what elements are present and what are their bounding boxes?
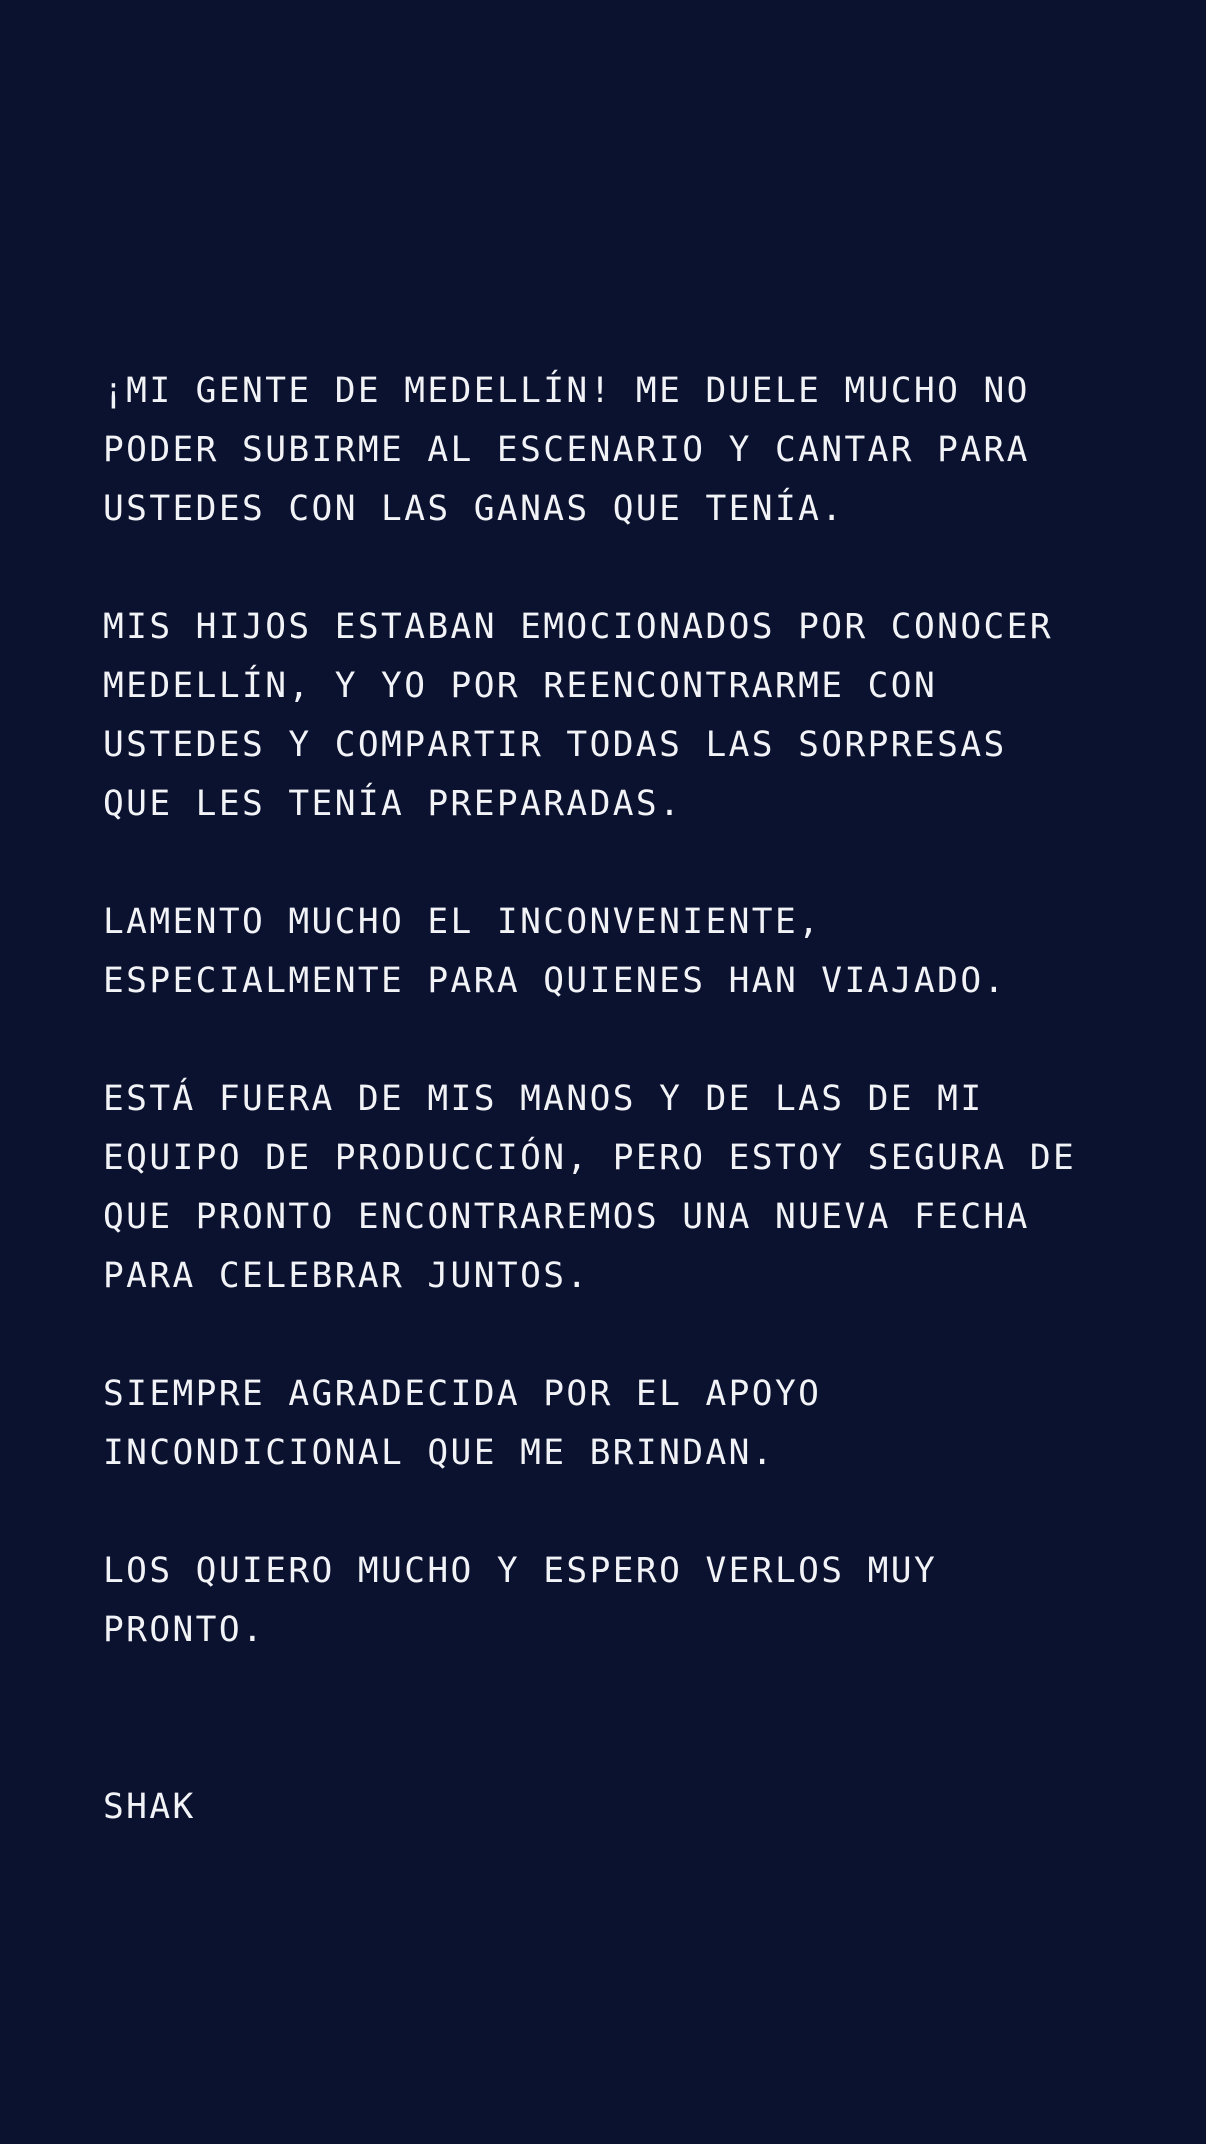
paragraph-new-date — [103, 1070, 1163, 1306]
text-line: EQUIPO DE PRODUCCIÓN, PERO ESTOY SEGURA DE — [103, 1138, 1077, 1178]
text-line: QUE PRONTO ENCONTRAREMOS UNA NUEVA FECHA — [103, 1197, 1030, 1237]
text-line: MEDELLÍN, Y YO POR REENCONTRARME CON — [103, 666, 938, 706]
paragraph-closing — [103, 1542, 1163, 1660]
text-line: PODER SUBIRME AL ESCENARIO Y CANTAR PARA — [103, 430, 1030, 470]
paragraph-greeting — [103, 362, 1163, 539]
text-line: ¡MI GENTE DE MEDELLÍN! ME DUELE MUCHO NO — [103, 371, 1030, 411]
text-line: ESPECIALMENTE PARA QUIENES HAN VIAJADO. — [103, 961, 1007, 1001]
text-line: LOS QUIERO MUCHO Y ESPERO VERLOS MUY — [103, 1551, 938, 1591]
signature — [103, 1778, 1163, 1837]
signature-text: SHAK — [103, 1787, 196, 1827]
text-line: LAMENTO MUCHO EL INCONVENIENTE, — [103, 902, 822, 942]
text-line: USTEDES Y COMPARTIR TODAS LAS SORPRESAS — [103, 725, 1007, 765]
text-line: INCONDICIONAL QUE ME BRINDAN. — [103, 1433, 775, 1473]
text-line: SIEMPRE AGRADECIDA POR EL APOYO — [103, 1374, 822, 1414]
paragraph-family — [103, 598, 1163, 834]
paragraph-apology — [103, 893, 1163, 1011]
text-line: PARA CELEBRAR JUNTOS. — [103, 1256, 590, 1296]
text-line: ESTÁ FUERA DE MIS MANOS Y DE LAS DE MI — [103, 1079, 984, 1119]
text-line: PRONTO. — [103, 1610, 266, 1650]
text-line: MIS HIJOS ESTABAN EMOCIONADOS POR CONOCER — [103, 607, 1054, 647]
paragraph-thanks — [103, 1365, 1163, 1483]
statement-document — [103, 362, 1163, 1837]
text-line: USTEDES CON LAS GANAS QUE TENÍA. — [103, 489, 845, 529]
text-line: QUE LES TENÍA PREPARADAS. — [103, 784, 683, 824]
